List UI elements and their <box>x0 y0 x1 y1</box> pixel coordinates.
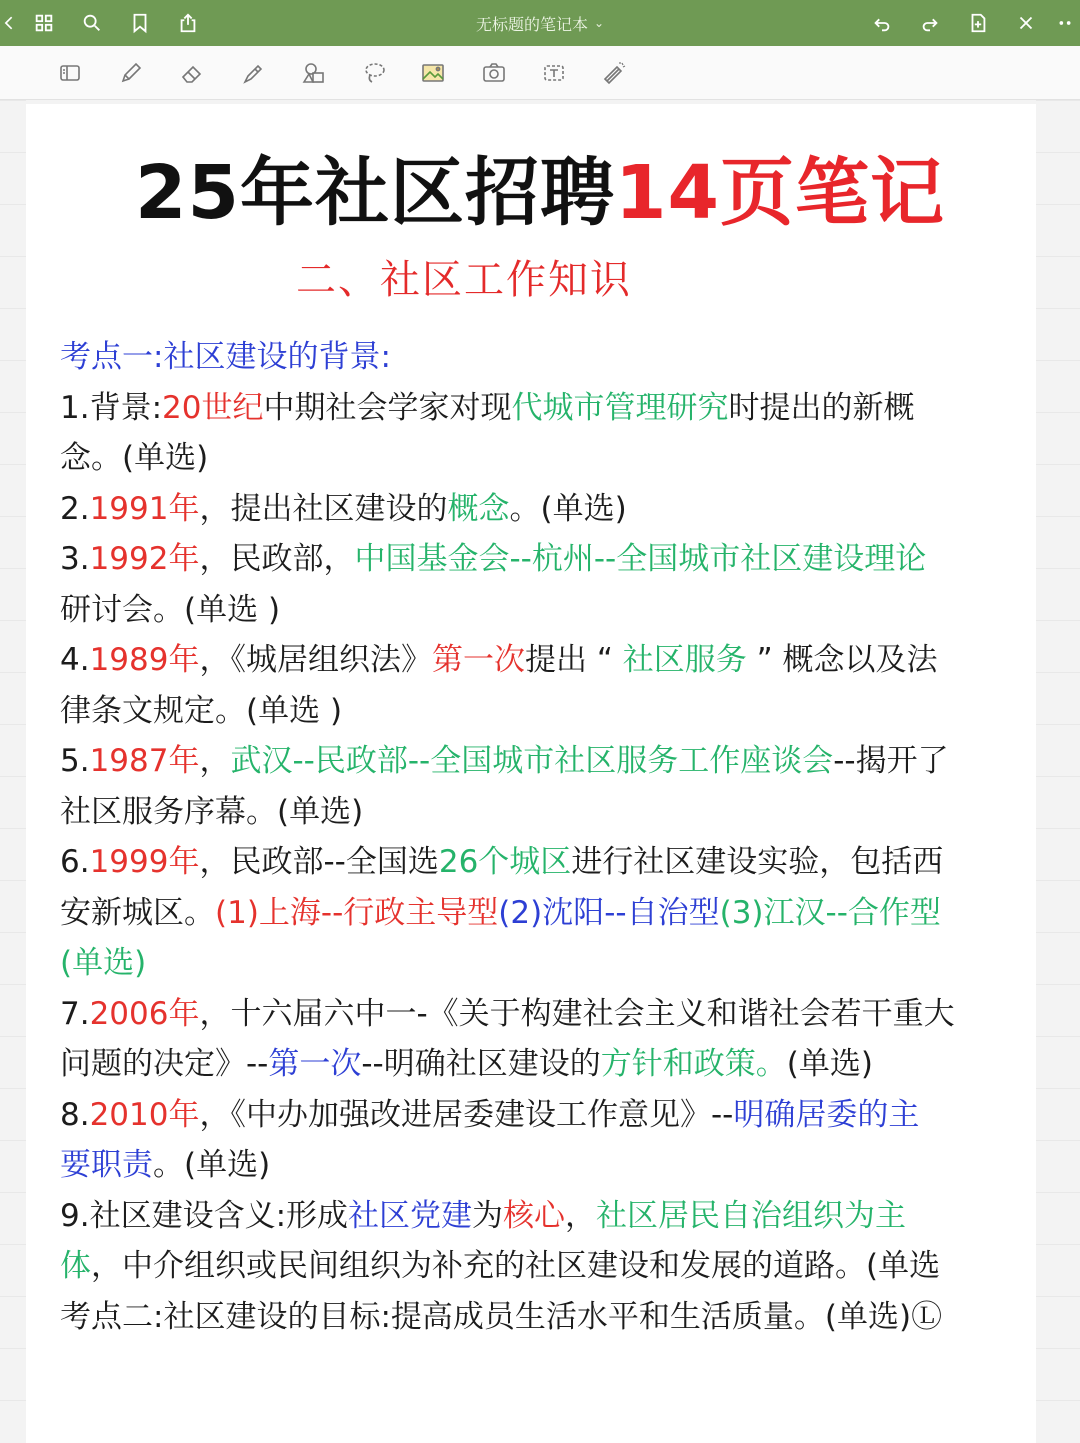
note-text-segment: 进行社区建设实验，包括西 <box>571 844 944 880</box>
note-text-segment: ，民政部--全国选 <box>199 844 439 880</box>
note-text-segment: (1)上海--行政主导型 <box>215 894 499 931</box>
shapes-icon[interactable] <box>297 56 331 90</box>
note-line <box>60 787 1050 838</box>
note-text-segment: 4. <box>60 642 90 678</box>
note-text-segment: 1987年 <box>89 743 200 779</box>
note-text-segment: 2010年 <box>89 1096 200 1133</box>
note-text-segment: (2)沈阳--自治型 <box>498 894 720 931</box>
note-text-segment: 方针和政策。 <box>600 1046 787 1082</box>
title-black-text: 25年社区招聘 <box>135 150 615 236</box>
note-text-segment: 2006年 <box>89 995 200 1032</box>
note-text-segment: 2. <box>60 490 90 527</box>
note-text-segment: 考点二:社区建设的目标:提高成员生活水平和生活质量。(单选)Ⓛ <box>60 1298 943 1335</box>
note-text-segment: 1.背景: <box>60 389 163 426</box>
note-line <box>60 1140 1050 1191</box>
search-icon[interactable] <box>68 0 116 46</box>
camera-icon[interactable] <box>477 56 511 90</box>
note-text-segment: 1999年 <box>89 844 200 880</box>
note-text-segment: ，十六届六中一-《关于构建社会主义和谐社会若干重大 <box>199 995 955 1032</box>
note-text-segment: --揭开了 <box>833 743 949 779</box>
note-text-segment: 8. <box>60 1096 90 1133</box>
note-text-segment: 律条文规定。(单选 ) <box>60 692 343 729</box>
note-text-segment: 安新城区。 <box>60 894 215 931</box>
note-text-segment: 明确居委的主 <box>733 1096 920 1133</box>
note-line <box>60 1292 1050 1343</box>
note-text-segment: 研讨会。(单选 ) <box>60 591 281 628</box>
eraser-icon[interactable] <box>175 56 209 90</box>
note-text-segment: ，《中办加强改进居委建设工作意见》-- <box>199 1096 734 1133</box>
note-line <box>60 888 1050 939</box>
notebook-title-button[interactable] <box>440 0 640 46</box>
note-text-segment: 代城市管理研究 <box>511 389 729 426</box>
note-text-segment: 3. <box>60 541 90 577</box>
note-line <box>60 585 1050 636</box>
tool-bar <box>0 46 1080 100</box>
note-text-segment: 5. <box>60 743 90 779</box>
lasso-icon[interactable] <box>358 56 392 90</box>
note-text-segment: ， <box>565 1197 597 1234</box>
note-text-segment: 概念 <box>447 490 510 527</box>
close-icon[interactable] <box>1002 0 1050 46</box>
back-icon[interactable] <box>0 0 20 46</box>
note-line <box>60 1191 1050 1242</box>
note-text-segment: 问题的决定》-- <box>60 1046 269 1082</box>
note-body <box>60 332 1050 1342</box>
bookmark-icon[interactable] <box>116 0 164 46</box>
note-text-segment: 第一次 <box>268 1046 362 1082</box>
note-text-segment: 中国基金会--杭州--全国城市社区建设理论 <box>354 541 927 577</box>
note-text-segment: 念。(单选) <box>60 440 209 476</box>
note-text-segment: 1989年 <box>89 642 200 678</box>
pen-icon[interactable] <box>114 56 148 90</box>
note-line <box>60 534 1050 585</box>
redo-icon[interactable] <box>906 0 954 46</box>
undo-icon[interactable] <box>858 0 906 46</box>
note-line <box>60 1241 1050 1292</box>
note-text-segment: 20世纪 <box>162 389 264 426</box>
note-text-segment: 26个城区 <box>438 844 572 880</box>
sidebar-icon[interactable] <box>53 56 87 90</box>
note-text-segment: 1992年 <box>89 541 200 577</box>
page-margin-grid-left <box>0 100 26 1443</box>
more-icon[interactable] <box>1050 0 1080 46</box>
note-text-segment: 。(单选) <box>509 490 627 527</box>
note-line <box>60 484 1050 535</box>
note-text-segment: 7. <box>60 995 90 1032</box>
note-text-segment: 1991年 <box>89 490 200 527</box>
note-line <box>60 938 1050 989</box>
note-text-segment: 9.社区建设含义:形成 <box>60 1197 349 1234</box>
note-text-segment: 考点一:社区建设的背景: <box>60 339 391 375</box>
note-text-segment: ， <box>199 743 231 779</box>
note-line <box>60 1039 1050 1090</box>
note-text-segment: ，《城居组织法》 <box>199 642 432 678</box>
grid-icon[interactable] <box>20 0 68 46</box>
note-line <box>60 686 1050 737</box>
note-text-segment: 6. <box>60 844 90 880</box>
note-text-segment: 第一次 <box>431 642 525 678</box>
note-text-segment: 提出 “ <box>524 642 623 678</box>
page-title <box>0 134 1080 240</box>
note-text-segment: 社区居民自治组织为主 <box>596 1197 907 1234</box>
note-text-segment: (3)江汉--合作型 <box>719 894 941 931</box>
laser-icon[interactable] <box>598 56 632 90</box>
note-text-segment: ” 概念以及法 <box>746 642 938 678</box>
note-line <box>60 635 1050 686</box>
note-line <box>60 837 1050 888</box>
image-icon[interactable] <box>416 56 450 90</box>
text-icon[interactable] <box>537 56 571 90</box>
note-line <box>60 383 1050 434</box>
section-subtitle: 二、社区工作知识 <box>296 257 632 303</box>
note-text-segment: (单选) <box>786 1046 873 1082</box>
chevron-down-icon: ⌄ <box>593 16 605 30</box>
highlighter-icon[interactable] <box>236 56 270 90</box>
note-text-segment: 核心 <box>503 1197 566 1234</box>
note-text-segment: (单选) <box>60 945 147 981</box>
note-text-segment: ，中介组织或民间组织为补充的社区建设和发展的道路。(单选 <box>91 1248 941 1284</box>
note-text-segment: 要职责 <box>60 1147 153 1183</box>
title-red-text: 14页笔记 <box>615 150 945 236</box>
top-bar <box>0 0 1080 46</box>
note-text-segment: 武汉--民政部--全国城市社区服务工作座谈会 <box>230 743 834 779</box>
note-text-segment: 社区服务 <box>622 642 747 678</box>
note-text-segment: --明确社区建设的 <box>361 1046 601 1082</box>
notebook-title: 无标题的笔记本 <box>475 14 588 34</box>
note-text-segment: 体 <box>60 1248 91 1284</box>
note-text-segment: 为 <box>472 1197 504 1234</box>
note-text-segment: 社区服务序幕。(单选) <box>60 793 364 830</box>
note-text-segment: 时提出的新概 <box>728 389 915 426</box>
note-text-segment: 。(单选) <box>153 1147 271 1183</box>
note-text-segment: 社区党建 <box>348 1197 473 1234</box>
share-icon[interactable] <box>164 0 212 46</box>
note-line <box>60 332 1050 383</box>
note-line <box>60 736 1050 787</box>
note-text-segment: 中期社会学家对现 <box>263 389 512 426</box>
note-text-segment: ，提出社区建设的 <box>199 490 448 527</box>
note-text-segment: ，民政部， <box>199 541 355 577</box>
add-page-icon[interactable] <box>954 0 1002 46</box>
note-line <box>60 433 1050 484</box>
note-line <box>60 1090 1050 1141</box>
note-line <box>60 989 1050 1040</box>
